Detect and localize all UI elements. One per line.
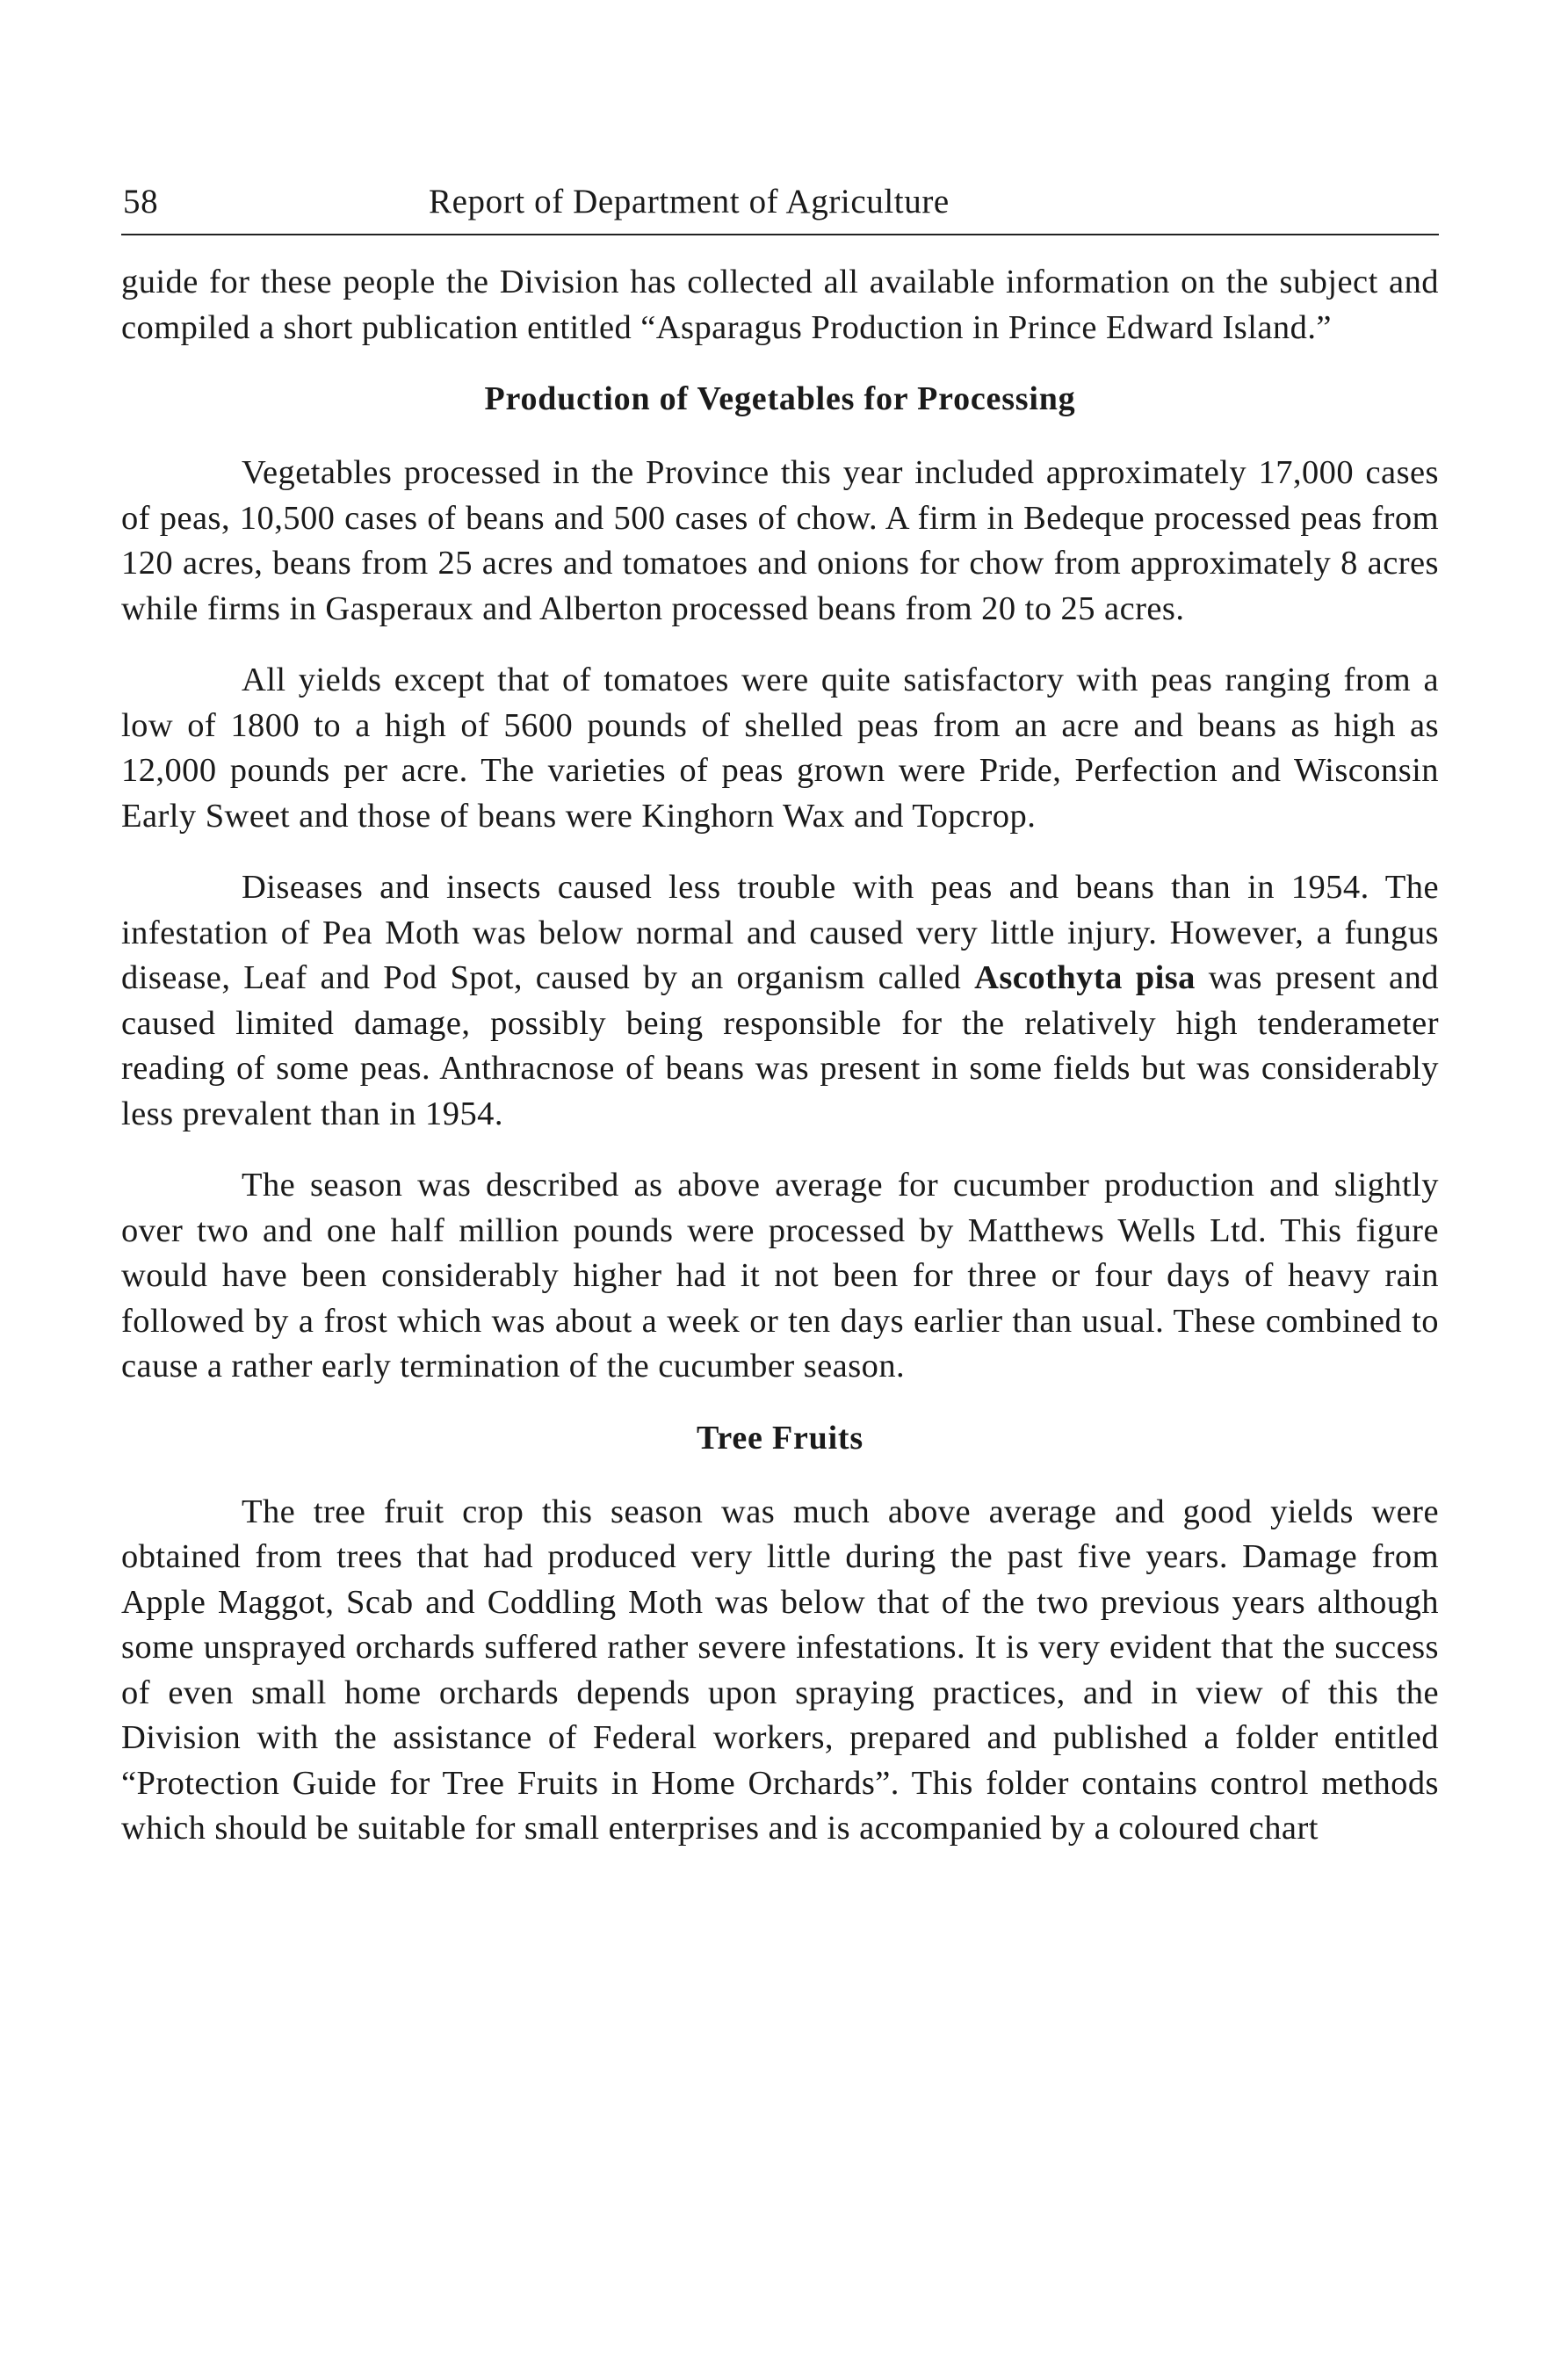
page-number: 58 [123,183,159,220]
paragraph-tree-fruits: The tree fruit crop this season was much above average and good yields were obtained from trees that had produced very little during the past five years. Damage from Apple Maggot, Scab and Coddling Moth was below that of the two previous years although some unsprayed orchards suffered rather severe infestations. It is very evident that the success of even small home orchards depends upon spraying practices, and in view of this the Division with the assistance of Federal workers, prepared and published a folder entitled “Protection Guide for Tree Fruits in Home Orchards”. This folder contains control methods which should be suitable for small enterprises and is accompanied by a coloured chart [121,1493,1439,1847]
paragraph-vegetables-processed: Vegetables processed in the Province this year included approximately 17,000 cases of peas, 10,500 cases of beans and 500 cases of chow. A firm in Bedeque processed peas from 120 acres, beans from 25 acres and tomatoes and onions for chow from approximately 8 acres while firms in Gasperaux and Alberton processed beans from 20 to 25 acres. [121,454,1439,627]
header-rule [121,234,1439,235]
page-content [121,176,1439,1878]
section-heading-vegetables: Production of Vegetables for Processing [484,380,1076,417]
paragraph-cucumber: The season was described as above average for cucumber production and slightly over two and one half million pounds were processed by Matthews Wells Ltd. This figure would have been considerably higher had it not been for three or four days of heavy rain followed by a frost which was about a week or ten days earlier than usual. These combined to cause a rather early termination of the cucumber season. [121,1167,1439,1384]
paragraph-asparagus: guide for these people the Division has collected all available information on the subject and compiled a short publication entitled “Asparagus Production in Prince Edward Island.” [121,264,1439,346]
paragraph-diseases [121,865,1439,1137]
running-head-title: Report of Department of Agriculture [429,183,950,220]
running-head [121,176,1439,228]
section-heading-tree-fruits: Tree Fruits [697,1419,863,1457]
organism-name: Ascothyta pisa [974,959,1196,996]
diseases-text-start: Diseases and insects caused less trouble with peas and beans than in 1954. The infestation of Pea Moth was below normal and caused very little injury. However, a fungus disease, Leaf and Pod Spot, caused by an organism called [121,869,1439,996]
paragraph-yields: All yields except that of tomatoes were quite satisfactory with peas ranging from a low of 1800 to a high of 5600 pounds of shelled peas from an acre and beans as high as 12,000 pounds per acre. The varieties of peas grown were Pride, Perfection and Wisconsin Early Sweet and those of beans were Kinghorn Wax and Topcrop. [121,661,1439,835]
diseases-text-end: was present and caused limited damage, possibly being responsible for the relatively high tenderameter reading of some peas. Anthracnose of beans was present in some fields but was considerably less prevalent than in 1954. [121,959,1440,1132]
